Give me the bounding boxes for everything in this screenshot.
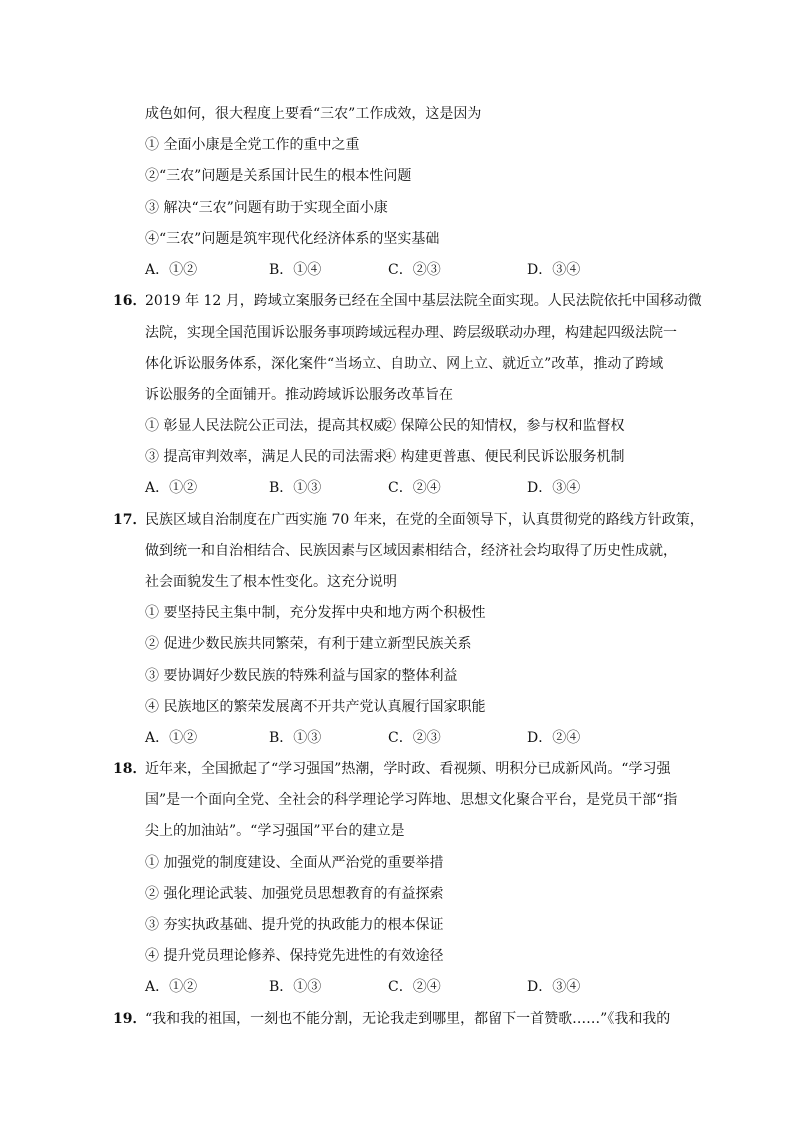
q18-item-3: ③ 夯实执政基础、提升党的执政能力的根本保证 <box>145 917 444 933</box>
q18-option-d: D．③④ <box>527 979 581 995</box>
q16-stem-line-4: 诉讼服务的全面铺开。推动跨域诉讼服务改革旨在 <box>145 387 453 403</box>
q17-option-c: C．②③ <box>388 730 441 746</box>
q18-stem-line-2: 国”是一个面向全党、全社会的科学理论学习阵地、思想文化聚合平台，是党员干部“指 <box>145 792 678 808</box>
q15-option-d: D．③④ <box>527 262 581 278</box>
q17-option-b: B．①③ <box>269 730 322 746</box>
q15-item-3: ③ 解决“三农”问题有助于实现全面小康 <box>145 200 388 216</box>
q16-option-d: D．③④ <box>527 480 581 496</box>
q17-number: 17． <box>113 512 147 528</box>
q16-options <box>145 478 615 498</box>
q16-option-c: C．②④ <box>388 480 441 496</box>
q17-stem-line-1: 民族区域自治制度在广西实施 70 年来，在党的全面领导下，认真贯彻党的路线方针政策， <box>145 512 704 528</box>
q18-item-2: ② 强化理论武装、加强党员思想教育的有益探索 <box>145 886 444 902</box>
q17-option-d: D．②④ <box>527 730 581 746</box>
q17-item-4: ④ 民族地区的繁荣发展离不开共产党认真履行国家职能 <box>145 699 486 715</box>
q15-options <box>145 260 615 280</box>
q17-item-1: ① 要坚持民主集中制，充分发挥中央和地方两个积极性 <box>145 605 486 621</box>
q16-items-row-2 <box>145 447 665 467</box>
q16-stem-line-2: 法院，实现全国范围诉讼服务事项跨域远程办理、跨层级联动办理，构建起四级法院一 <box>145 325 677 341</box>
q15-stem-line: 成色如何，很大程度上要看“三农”工作成效，这是因为 <box>145 106 482 122</box>
q16-item-2: ② 保障公民的知情权，参与权和监督权 <box>382 418 625 434</box>
q17-option-a: A．①② <box>145 730 198 746</box>
q15-item-4: ④“三农”问题是筑牢现代化经济体系的坚实基础 <box>145 231 440 247</box>
q17-item-3: ③ 要协调好少数民族的特殊利益与国家的整体利益 <box>145 668 458 684</box>
q19-stem-line-1: “我和我的祖国，一刻也不能分割，无论我走到哪里，都留下一首赞歌……”《我和我的 <box>145 1011 671 1027</box>
q16-number: 16． <box>113 293 147 309</box>
q17-stem-line-3: 社会面貌发生了根本性变化。这充分说明 <box>145 574 397 590</box>
q18-item-1: ① 加强党的制度建设、全面从严治党的重要举措 <box>145 855 444 871</box>
q16-items-row-1 <box>145 416 665 436</box>
q15-item-1: ① 全面小康是全党工作的重中之重 <box>145 137 360 153</box>
q16-item-1: ① 彰显人民法院公正司法，提高其权威 <box>145 418 388 434</box>
q18-item-4: ④ 提升党员理论修养、保持党先进性的有效途径 <box>145 948 444 964</box>
q16-item-3: ③ 提高审判效率，满足人民的司法需求 <box>145 449 388 465</box>
q16-stem-line-3: 体化诉讼服务体系，深化案件“当场立、自助立、网上立、就近立”改革，推动了跨域 <box>145 356 664 372</box>
q17-options <box>145 728 615 748</box>
q18-number: 18． <box>113 761 147 777</box>
q17-item-2: ② 促进少数民族共同繁荣，有利于建立新型民族关系 <box>145 636 472 652</box>
q16-option-b: B．①③ <box>269 480 322 496</box>
q15-item-2: ②“三农”问题是关系国计民生的根本性问题 <box>145 168 412 184</box>
q18-stem-line-3: 尖上的加油站”。“学习强国”平台的建立是 <box>145 823 405 839</box>
q15-option-a: A．①② <box>145 262 198 278</box>
q18-options <box>145 977 615 997</box>
q18-option-c: C．②④ <box>388 979 441 995</box>
q17-stem-line-2: 做到统一和自治相结合、民族因素与区域因素相结合，经济社会均取得了历史性成就， <box>145 543 677 559</box>
q15-option-b: B．①④ <box>269 262 322 278</box>
q15-option-c: C．②③ <box>388 262 441 278</box>
q18-stem-line-1: 近年来，全国掀起了“学习强国”热潮，学时政、看视频、明积分已成新风尚。“学习强 <box>145 761 671 777</box>
q18-option-a: A．①② <box>145 979 198 995</box>
q18-option-b: B．①③ <box>269 979 322 995</box>
q16-item-4: ④ 构建更普惠、便民利民诉讼服务机制 <box>382 449 625 465</box>
q16-option-a: A．①② <box>145 480 198 496</box>
q19-number: 19． <box>113 1011 147 1027</box>
q16-stem-line-1: 2019 年 12 月，跨域立案服务已经在全国中基层法院全面实现。人民法院依托中国移动微 <box>145 293 702 309</box>
